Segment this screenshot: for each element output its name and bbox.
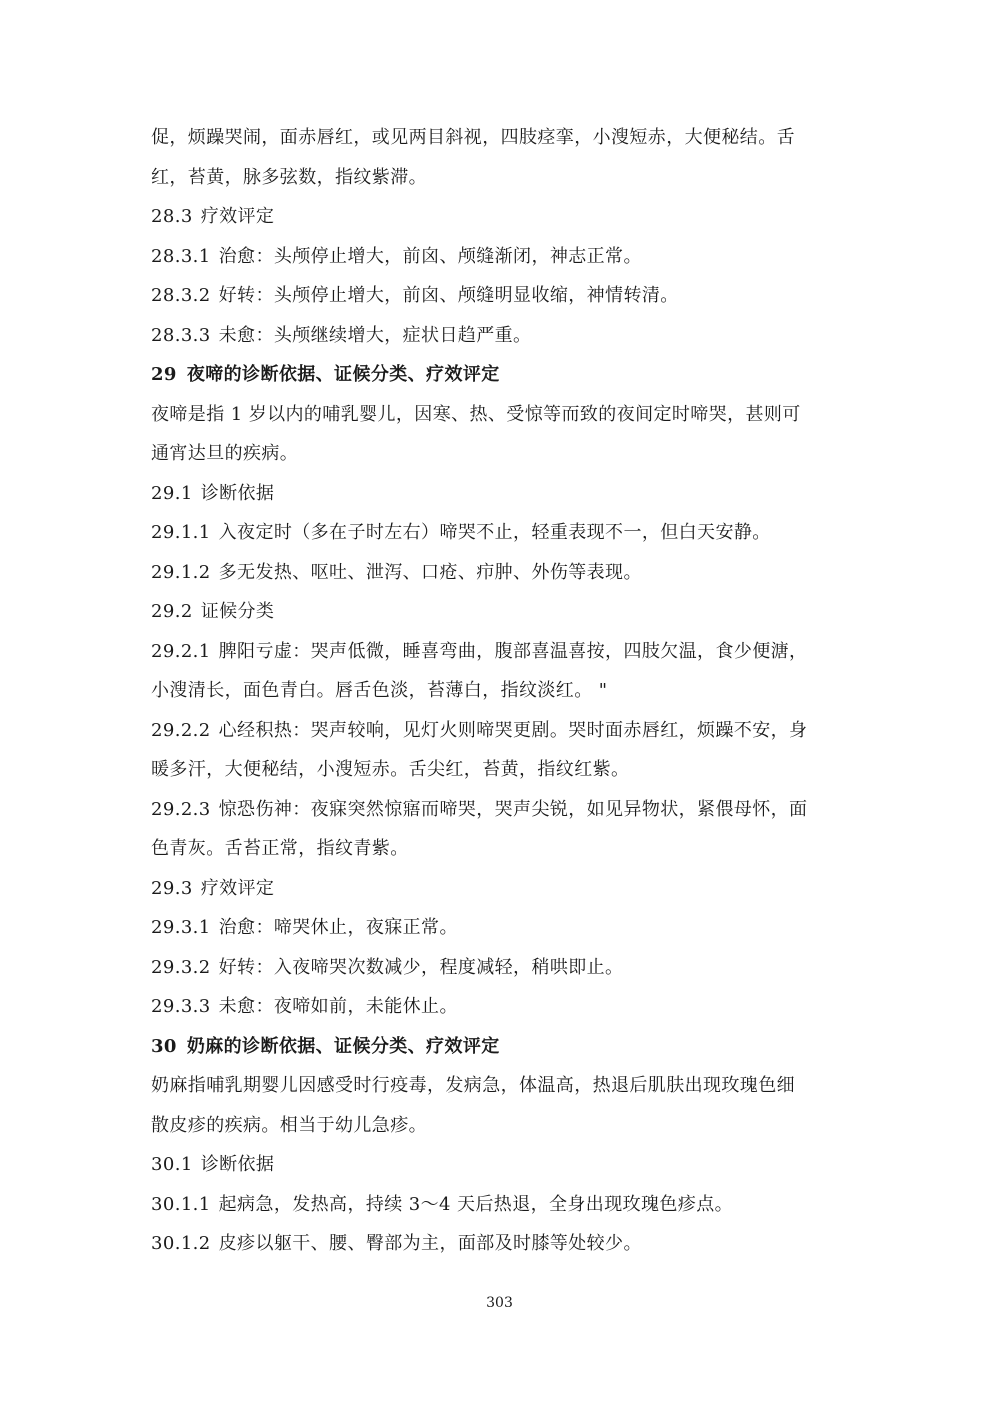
line-text: 脾阳亏虚：哭声低微，睡喜弯曲，腹部喜温喜按，四肢欠温，食少便溏， xyxy=(218,640,808,662)
text-line xyxy=(151,316,851,356)
line-text: 奶麻的诊断依据、证候分类、疗效评定 xyxy=(186,1035,500,1057)
line-text: 起病急，发热高，持续 3～4 天后热退，全身出现玫瑰色疹点。 xyxy=(218,1193,734,1215)
clause-number: 29.3 xyxy=(151,877,193,899)
clause-number: 30 xyxy=(151,1035,177,1057)
clause-number: 29.1.2 xyxy=(151,561,211,583)
text-line xyxy=(151,237,851,277)
text-line xyxy=(151,434,851,474)
line-text: 多无发热、呕吐、泄泻、口疮、疖肿、外伤等表现。 xyxy=(218,561,642,583)
clause-number: 30.1.2 xyxy=(151,1233,211,1254)
line-text: 奶麻指哺乳期婴儿因感受时行疫毒，发病急，体温高，热退后肌肤出现玫瑰色细 xyxy=(151,1075,795,1096)
text-line xyxy=(151,987,851,1027)
text-line xyxy=(151,908,851,948)
line-text: 好转：入夜啼哭次数减少，程度减轻，稍哄即止。 xyxy=(218,956,624,978)
text-line xyxy=(151,750,851,790)
line-text: 色青灰。舌苔正常，指纹青紫。 xyxy=(151,838,409,859)
line-text: 疗效评定 xyxy=(200,206,275,227)
text-line xyxy=(151,276,851,316)
clause-number: 29.2.3 xyxy=(151,798,211,820)
line-text: 未愈：头颅继续增大，症状日趋严重。 xyxy=(218,324,532,346)
text-line xyxy=(151,829,851,869)
text-line xyxy=(151,592,851,632)
clause-number: 29.3.3 xyxy=(151,996,211,1017)
clause-number: 29 xyxy=(151,364,177,385)
line-text: 红，苔黄，脉多弦数，指纹紫滞。 xyxy=(151,166,427,188)
clause-number: 28.3.3 xyxy=(151,324,211,346)
text-line xyxy=(151,553,851,593)
text-line xyxy=(151,1066,851,1106)
line-text: 心经积热：哭声较响，见灯火则啼哭更剧。哭时面赤唇红，烦躁不安，身 xyxy=(218,719,808,741)
line-text: 诊断依据 xyxy=(200,482,275,504)
clause-number: 29.2.2 xyxy=(151,719,211,741)
text-line xyxy=(151,118,851,158)
line-text: 暖多汗，大便秘结，小溲短赤。舌尖红，苔黄，指纹红紫。 xyxy=(151,759,630,780)
clause-number: 29.2.1 xyxy=(151,640,211,662)
text-line xyxy=(151,711,851,751)
line-text: 好转：头颅停止增大，前囟、颅缝明显收缩，神情转清。 xyxy=(218,285,679,306)
line-text: 通宵达旦的疾病。 xyxy=(151,443,299,464)
text-line xyxy=(151,513,851,553)
text-line xyxy=(151,395,851,435)
line-text: 未愈：夜啼如前，未能休止。 xyxy=(218,996,458,1017)
section-heading xyxy=(151,355,851,395)
text-line xyxy=(151,1106,851,1146)
text-line xyxy=(151,671,851,711)
text-line xyxy=(151,948,851,988)
clause-number: 29.3.1 xyxy=(151,917,211,938)
clause-number: 28.3.1 xyxy=(151,245,211,267)
line-text: 证候分类 xyxy=(200,601,275,622)
text-line xyxy=(151,1145,851,1185)
line-text: 惊恐伤神：夜寐突然惊寤而啼哭，哭声尖锐，如见异物状，紧偎母怀，面 xyxy=(218,798,808,820)
clause-number: 29.3.2 xyxy=(151,956,211,978)
text-line xyxy=(151,197,851,237)
clause-number: 30.1.1 xyxy=(151,1193,211,1215)
page-number: 303 xyxy=(486,1295,513,1311)
line-text: 夜啼是指 1 岁以内的哺乳婴儿，因寒、热、受惊等而致的夜间定时啼哭，甚则可 xyxy=(151,403,801,425)
line-text: 夜啼的诊断依据、证候分类、疗效评定 xyxy=(186,364,500,385)
line-text: 入夜定时（多在子时左右）啼哭不止，轻重表现不一，但白天安静。 xyxy=(218,522,771,543)
text-line xyxy=(151,1224,851,1264)
clause-number: 30.1 xyxy=(151,1154,193,1175)
line-text: 小溲清长，面色青白。唇舌色淡，苔薄白，指纹淡红。 " xyxy=(151,680,608,701)
line-text: 散皮疹的疾病。相当于幼儿急疹。 xyxy=(151,1114,427,1136)
line-text: 疗效评定 xyxy=(200,877,275,899)
line-text: 促，烦躁哭闹，面赤唇红，或见两目斜视，四肢痉挛，小溲短赤，大便秘结。舌 xyxy=(151,127,795,148)
text-line xyxy=(151,158,851,198)
section-heading xyxy=(151,1027,851,1067)
clause-number: 29.1.1 xyxy=(151,522,211,543)
line-text: 皮疹以躯干、腰、臀部为主，面部及时膝等处较少。 xyxy=(218,1233,642,1254)
line-text: 治愈：啼哭休止，夜寐正常。 xyxy=(218,917,458,938)
line-text: 治愈：头颅停止增大，前囟、颅缝渐闭，神志正常。 xyxy=(218,245,642,267)
clause-number: 28.3.2 xyxy=(151,285,211,306)
text-line xyxy=(151,790,851,830)
text-line xyxy=(151,632,851,672)
clause-number: 28.3 xyxy=(151,206,193,227)
line-text: 诊断依据 xyxy=(200,1154,275,1175)
text-line xyxy=(151,474,851,514)
text-line xyxy=(151,869,851,909)
page-content xyxy=(151,118,851,1264)
clause-number: 29.2 xyxy=(151,601,193,622)
text-line xyxy=(151,1185,851,1225)
clause-number: 29.1 xyxy=(151,482,193,504)
